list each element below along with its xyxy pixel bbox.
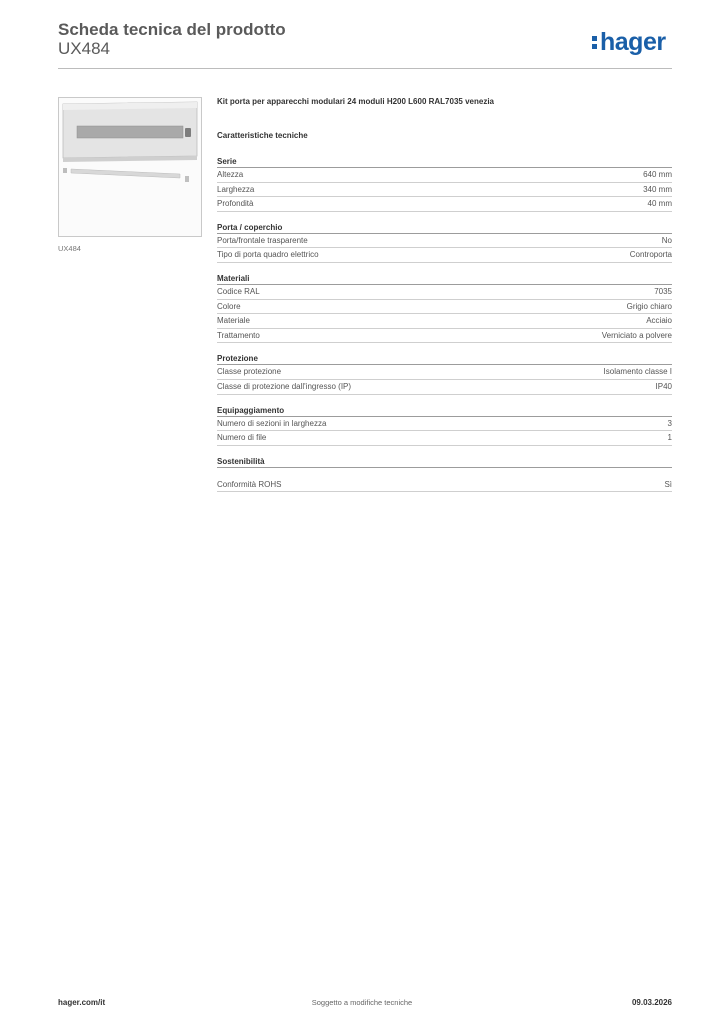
- spec-value: 640 mm: [643, 170, 672, 179]
- spec-label: Altezza: [217, 170, 244, 179]
- spec-section-porta: [217, 222, 672, 263]
- spec-row: [217, 197, 672, 212]
- spec-value: IP40: [655, 381, 672, 391]
- spec-label: Porta/frontale trasparente: [217, 235, 308, 245]
- spec-label: Larghezza: [217, 184, 255, 194]
- spec-label: Classe protezione: [217, 367, 282, 377]
- spec-row: [217, 285, 672, 300]
- spec-value: Isolamento classe I: [603, 367, 672, 377]
- spec-section-materiali: [217, 273, 672, 343]
- header-divider: [58, 68, 672, 69]
- spec-label: Colore: [217, 301, 241, 311]
- spec-row: [217, 300, 672, 315]
- spec-value: Grigio chiaro: [626, 301, 672, 311]
- spec-row: [217, 478, 672, 493]
- spec-section-sostenibilita: [217, 456, 672, 493]
- image-caption: UX484: [58, 244, 81, 253]
- spec-table: [217, 156, 672, 502]
- spec-value: Acciaio: [646, 316, 672, 326]
- spec-row: [217, 183, 672, 198]
- spec-value: 1: [667, 433, 672, 443]
- page-title: Scheda tecnica del prodotto: [58, 20, 286, 39]
- logo-dots-icon: [592, 35, 598, 50]
- spec-label: Numero di file: [217, 433, 267, 443]
- footer-website-link[interactable]: hager.com/it: [58, 998, 106, 1007]
- spec-row: [217, 329, 672, 344]
- spec-label: Trattamento: [217, 330, 260, 340]
- footer-note: Soggetto a modifiche tecniche: [311, 998, 413, 1007]
- spec-row: [217, 168, 672, 183]
- product-description: Kit porta per apparecchi modulari 24 moduli H200 L600 RAL7035 venezia: [217, 97, 494, 106]
- spec-row: [217, 248, 672, 263]
- section-title: Serie: [217, 156, 672, 168]
- spec-value: Controporta: [629, 250, 672, 260]
- spec-row: [217, 380, 672, 395]
- spec-value: Sì: [664, 479, 672, 489]
- section-title: Sostenibilità: [217, 456, 672, 468]
- spec-section-serie: [217, 156, 672, 212]
- section-title: Materiali: [217, 273, 672, 285]
- section-title: Porta / coperchio: [217, 222, 672, 234]
- spec-value: 3: [667, 418, 672, 428]
- footer-date: 09.03.2026: [631, 998, 672, 1007]
- spec-row: [217, 314, 672, 329]
- spec-value: Verniciato a polvere: [601, 330, 672, 340]
- spec-value: 40 mm: [647, 199, 672, 209]
- spec-row: [217, 234, 672, 249]
- product-image: [58, 97, 202, 237]
- door-kit-illustration: [59, 98, 201, 236]
- spec-label: Tipo di porta quadro elettrico: [217, 250, 319, 260]
- hager-logo[interactable]: [592, 28, 666, 57]
- spec-section-equipaggiamento: [217, 405, 672, 446]
- spec-section-protezione: [217, 353, 672, 394]
- spec-label: Conformità ROHS: [217, 479, 282, 489]
- spec-row: [217, 365, 672, 380]
- spec-value: 340 mm: [643, 184, 672, 194]
- section-title: Protezione: [217, 353, 672, 365]
- spec-row: [217, 431, 672, 446]
- logo-text: hager: [600, 28, 666, 56]
- spec-label: Profondità: [217, 199, 254, 209]
- tech-characteristics-heading: Caratteristiche tecniche: [217, 131, 308, 140]
- section-title: Equipaggiamento: [217, 405, 672, 417]
- spec-label: Materiale: [217, 316, 250, 326]
- spec-label: Classe di protezione dall'ingresso (IP): [217, 381, 352, 391]
- spec-value: 7035: [654, 286, 672, 296]
- spec-label: Numero di sezioni in larghezza: [217, 418, 327, 428]
- product-code: UX484: [58, 39, 110, 58]
- spec-label: Codice RAL: [217, 286, 260, 296]
- spec-row: [217, 417, 672, 432]
- spec-value: No: [661, 235, 672, 245]
